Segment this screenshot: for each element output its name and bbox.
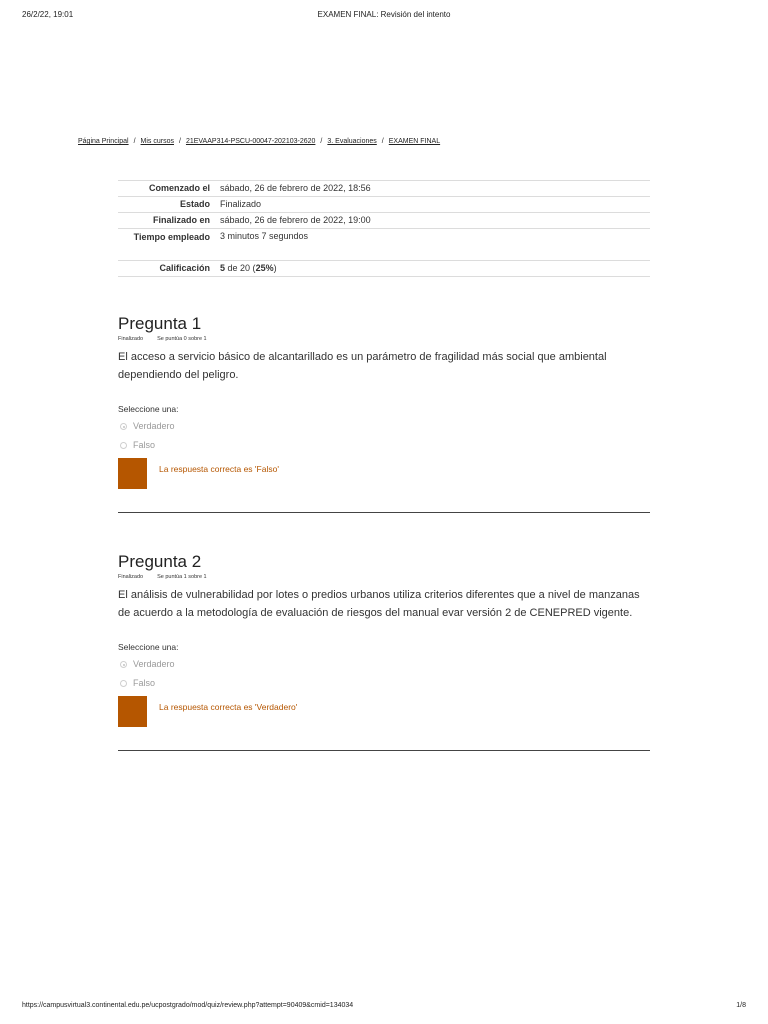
answer-option-false[interactable] [118, 439, 650, 452]
finished-label: Finalizado en [118, 213, 215, 229]
grade-label: Calificación [118, 261, 215, 277]
radio-unchecked-icon[interactable] [120, 680, 127, 687]
answer-option-label: Falso [133, 678, 156, 688]
time-label: Tiempo empleado [118, 229, 215, 261]
breadcrumb [78, 138, 440, 145]
radio-checked-icon[interactable] [120, 423, 127, 430]
question-status: Finalizado [118, 336, 144, 342]
grade-close: ) [273, 263, 277, 273]
summary-row-started [118, 181, 650, 197]
summary-row-finished [118, 213, 650, 229]
grade-value [215, 261, 650, 277]
breadcrumb-quiz-link[interactable]: EXAMEN FINAL [388, 138, 441, 145]
print-date: 26/2/22, 19:01 [22, 10, 74, 19]
print-footer [22, 1002, 746, 1014]
question-text: El acceso a servicio básico de alcantarillado es un parámetro de fragilidad más social que ambiental dependiendo del peligro. [118, 351, 607, 381]
breadcrumb-my-courses-link[interactable]: Mis cursos [140, 138, 174, 145]
summary-row-time [118, 229, 650, 261]
grade-score: 5 [220, 263, 226, 273]
feedback [118, 458, 650, 489]
print-page-number: 1/8 [736, 1002, 746, 1009]
finished-value: sábado, 26 de febrero de 2022, 19:00 [215, 213, 650, 229]
answer-option-label: Falso [133, 440, 156, 450]
summary-row-state [118, 197, 650, 213]
breadcrumb-separator: / [179, 138, 181, 145]
print-url: https://campusvirtual3.continental.edu.pe/ucpostgrado/mod/quiz/review.php?attempt=90409&cmid=134034 [22, 1002, 354, 1009]
radio-checked-icon[interactable] [120, 661, 127, 668]
question-2 [118, 552, 650, 751]
question-text: El análisis de vulnerabilidad por lotes o predios urbanos utiliza criterios diferentes que a nivel de manzanas de acuerdo a la metodología de evaluación de riesgos del manual evar versión 2 de CENEPRED vigente. [118, 589, 640, 619]
question-title: Pregunta 1 [118, 314, 202, 333]
question-info [118, 573, 650, 581]
feedback-color-block [118, 696, 147, 727]
question-points: Se puntúa 1 sobre 1 [157, 574, 207, 580]
print-page-title: EXAMEN FINAL: Revisión del intento [317, 10, 451, 19]
started-label: Comenzado el [118, 181, 215, 197]
state-label: Estado [118, 197, 215, 213]
breadcrumb-section-link[interactable]: 3. Evaluaciones [327, 138, 377, 145]
radio-unchecked-icon[interactable] [120, 442, 127, 449]
started-value: sábado, 26 de febrero de 2022, 18:56 [215, 181, 650, 197]
feedback [118, 696, 650, 727]
answer-option-label: Verdadero [133, 421, 175, 431]
summary-row-grade [118, 261, 650, 277]
question-title: Pregunta 2 [118, 552, 202, 571]
correct-answer-text: La respuesta correcta es 'Verdadero' [159, 702, 298, 712]
answer-prompt: Seleccione una: [118, 404, 179, 414]
answer-prompt: Seleccione una: [118, 642, 179, 652]
grade-percent: 25% [255, 263, 274, 273]
correct-answer-text: La respuesta correcta es 'Falso' [159, 464, 279, 474]
question-divider [118, 750, 650, 751]
question-divider [118, 512, 650, 513]
question-1 [118, 314, 650, 513]
state-value: Finalizado [215, 197, 650, 213]
answer-option-true[interactable] [118, 420, 650, 433]
breadcrumb-home-link[interactable]: Página Principal [78, 138, 129, 145]
grade-of: de 20 ( [227, 263, 256, 273]
breadcrumb-separator: / [381, 138, 384, 145]
breadcrumb-separator: / [133, 138, 136, 145]
print-header [22, 10, 746, 22]
feedback-color-block [118, 458, 147, 489]
answer-option-label: Verdadero [133, 659, 175, 669]
answer-option-true[interactable] [118, 658, 650, 671]
question-points: Se puntúa 0 sobre 1 [157, 336, 207, 342]
answer-option-false[interactable] [118, 677, 650, 690]
question-info [118, 335, 650, 343]
breadcrumb-separator: / [320, 138, 323, 145]
question-status: Finalizado [118, 574, 144, 580]
breadcrumb-course-link[interactable]: 21EVAAP314-PSCU-00047-202103-2620 [185, 138, 316, 145]
attempt-summary-table [118, 180, 650, 277]
time-value: 3 minutos 7 segundos [215, 229, 650, 261]
